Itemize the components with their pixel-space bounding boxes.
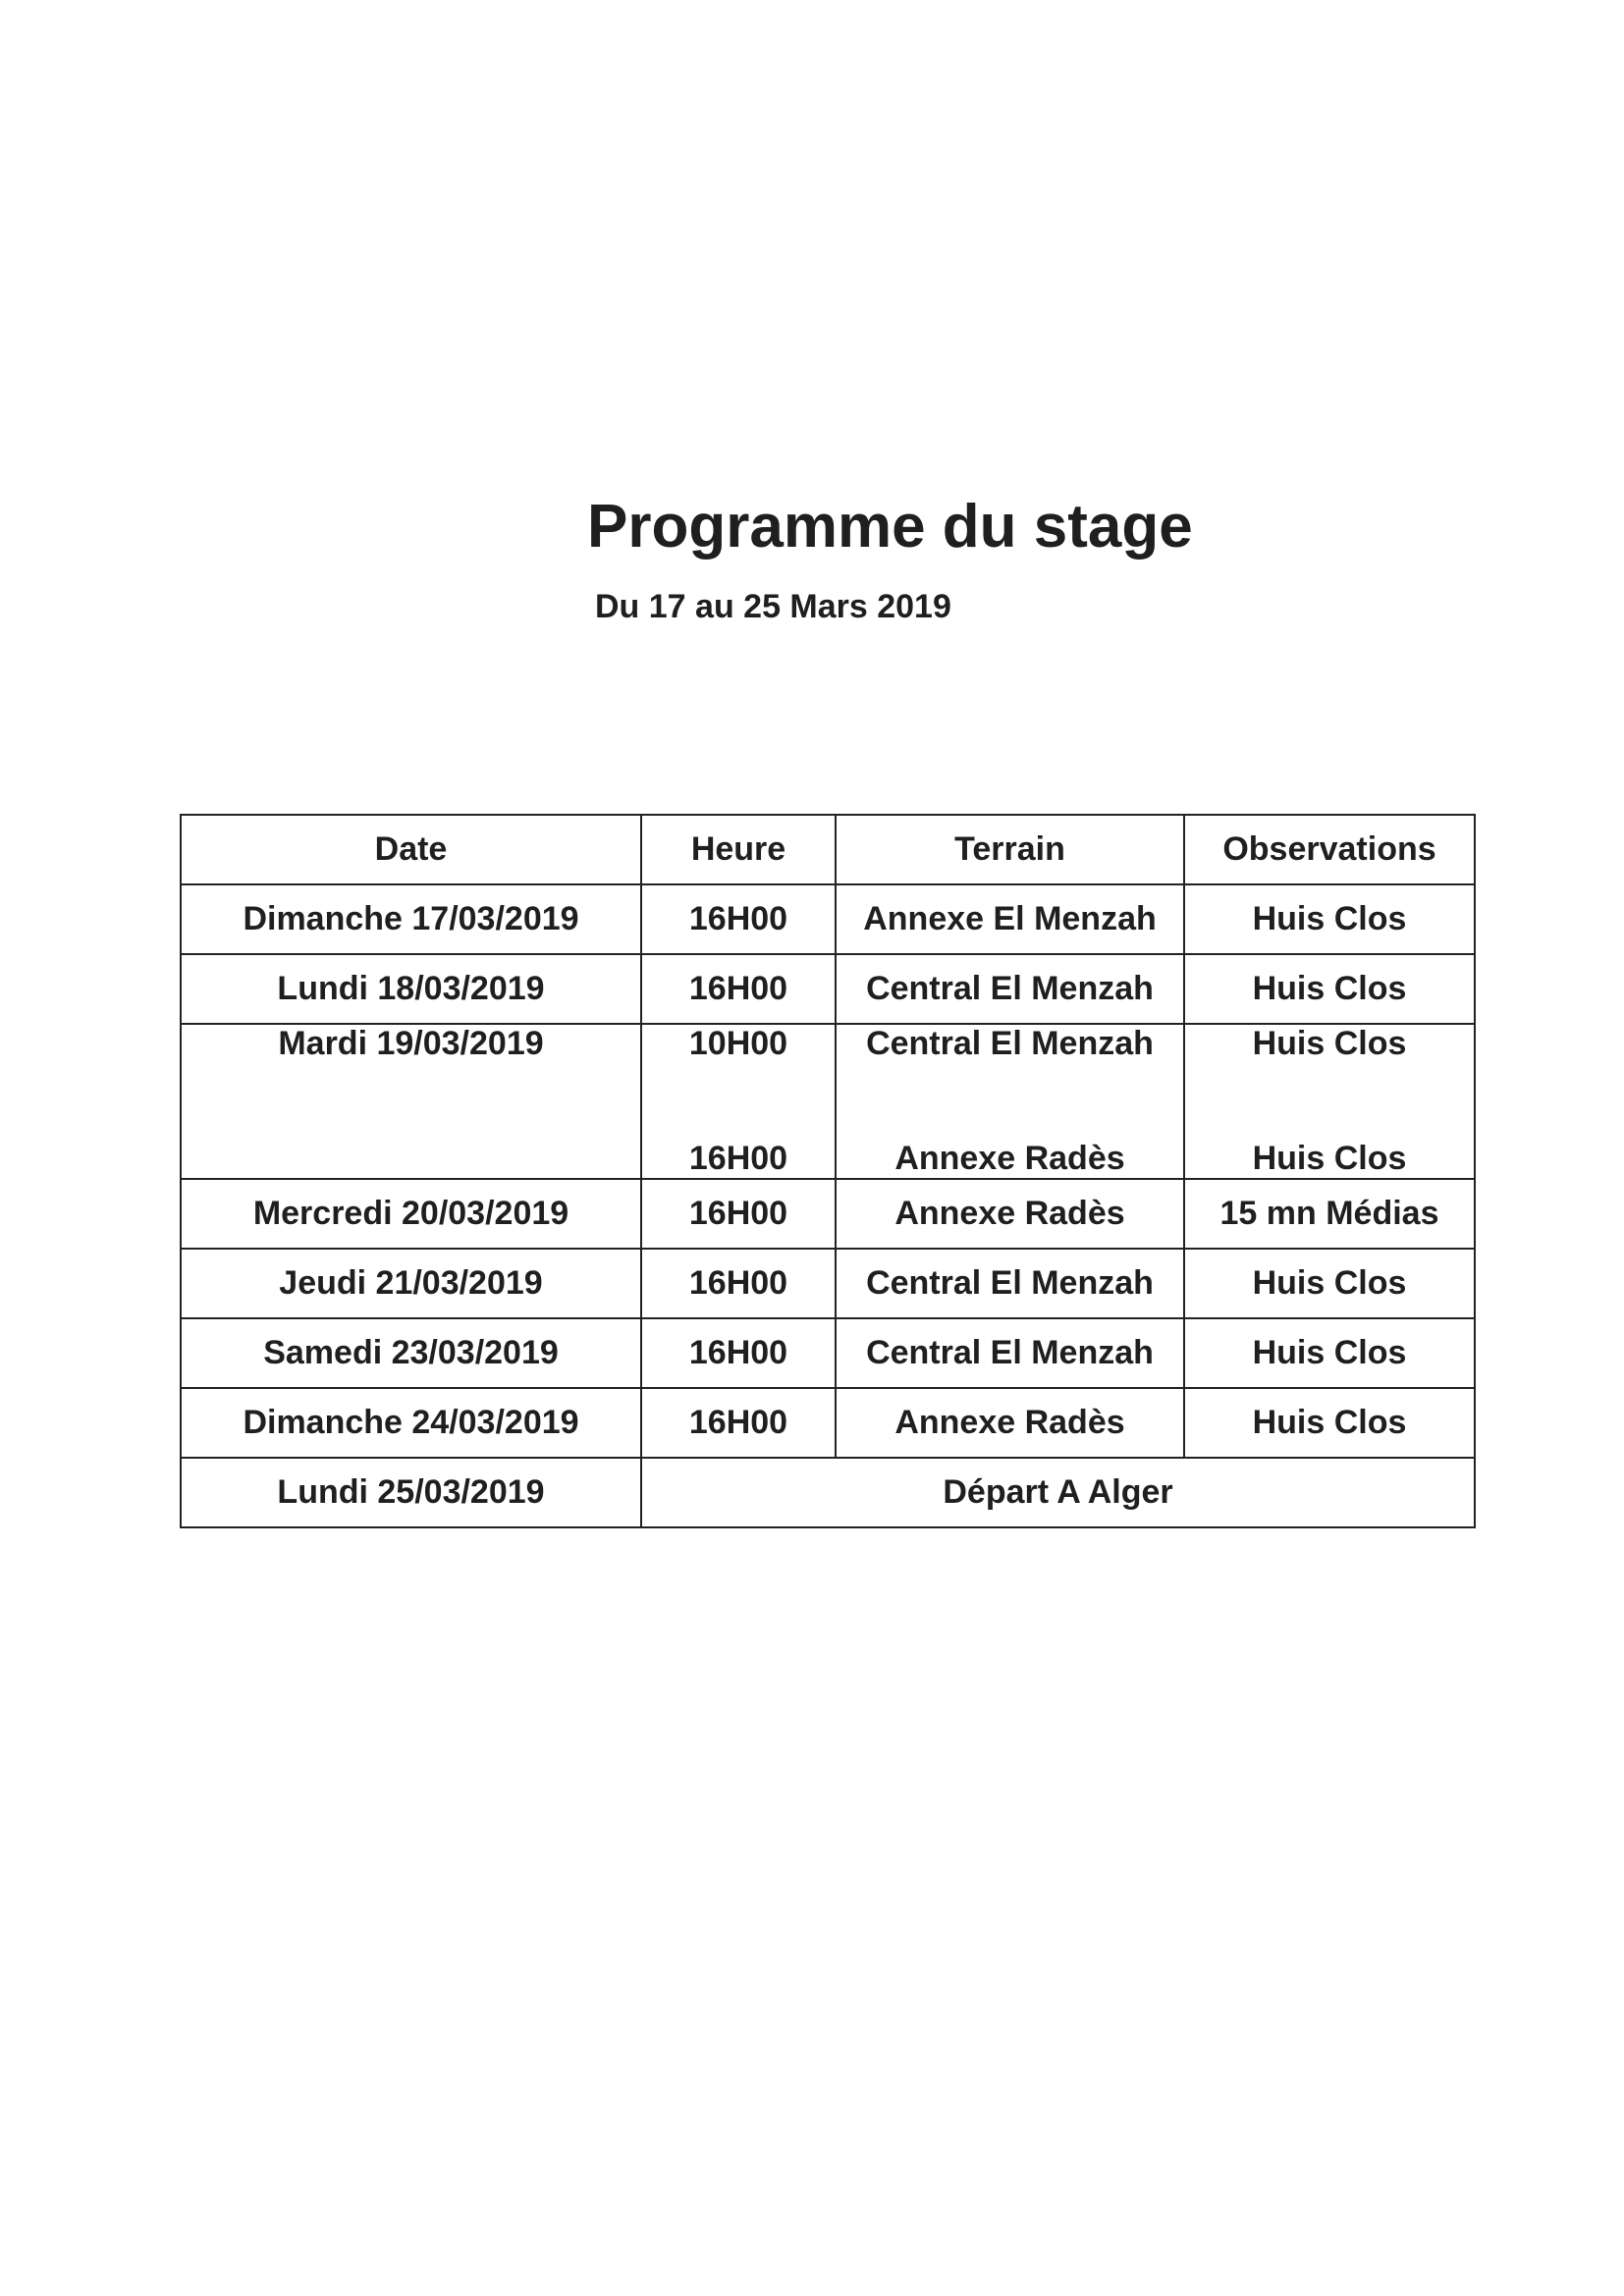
cell-observations [1184,1024,1475,1179]
cell-date [181,1024,641,1179]
cell-date: Dimanche 24/03/2019 [181,1388,641,1458]
cell-observations-first: Huis Clos [1252,1025,1407,1062]
cell-terrain: Central El Menzah [836,1318,1184,1388]
cell-observations: Huis Clos [1184,884,1475,954]
cell-date: Jeudi 21/03/2019 [181,1249,641,1318]
cell-heure: 16H00 [641,1179,836,1249]
cell-observations: Huis Clos [1184,954,1475,1024]
cell-terrain [836,1024,1184,1179]
cell-terrain: Annexe Radès [836,1388,1184,1458]
cell-merged-note: Départ A Alger [641,1458,1475,1527]
cell-heure: 16H00 [641,1388,836,1458]
cell-date: Lundi 25/03/2019 [181,1458,641,1527]
table-row [181,884,1475,954]
table-row [181,1249,1475,1318]
cell-date-text: Mardi 19/03/2019 [278,1025,544,1062]
cell-heure [641,1024,836,1179]
cell-terrain-second: Annexe Radès [894,1140,1125,1177]
table-row [181,1179,1475,1249]
header-date: Date [181,815,641,884]
header-heure: Heure [641,815,836,884]
cell-heure: 16H00 [641,1249,836,1318]
cell-date: Mercredi 20/03/2019 [181,1179,641,1249]
cell-terrain: Annexe Radès [836,1179,1184,1249]
page-title: Programme du stage [587,493,1193,561]
cell-date: Samedi 23/03/2019 [181,1318,641,1388]
cell-terrain: Annexe El Menzah [836,884,1184,954]
table-row [181,1458,1475,1527]
cell-observations: Huis Clos [1184,1388,1475,1458]
cell-heure-second: 16H00 [688,1140,788,1177]
cell-observations-second: Huis Clos [1252,1140,1407,1177]
table-row [181,954,1475,1024]
page-subtitle: Du 17 au 25 Mars 2019 [595,588,951,625]
table-row [181,1388,1475,1458]
cell-observations: Huis Clos [1184,1249,1475,1318]
cell-heure: 16H00 [641,1318,836,1388]
table-row [181,1024,1475,1179]
cell-heure-first: 10H00 [688,1025,788,1062]
cell-terrain-first: Central El Menzah [866,1025,1154,1062]
cell-observations: 15 mn Médias [1184,1179,1475,1249]
table-row [181,1318,1475,1388]
cell-date: Lundi 18/03/2019 [181,954,641,1024]
header-observations: Observations [1184,815,1475,884]
cell-heure: 16H00 [641,954,836,1024]
schedule-table [180,814,1476,1528]
cell-observations: Huis Clos [1184,1318,1475,1388]
cell-date: Dimanche 17/03/2019 [181,884,641,954]
cell-heure: 16H00 [641,884,836,954]
header-terrain: Terrain [836,815,1184,884]
cell-terrain: Central El Menzah [836,1249,1184,1318]
cell-terrain: Central El Menzah [836,954,1184,1024]
table-header-row [181,815,1475,884]
